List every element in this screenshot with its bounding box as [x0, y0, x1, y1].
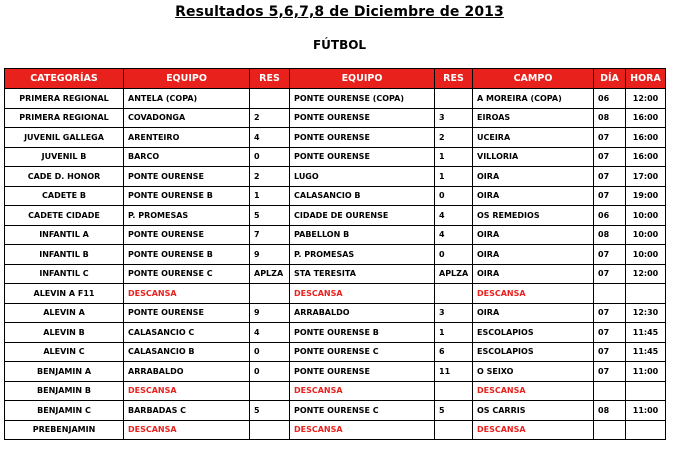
away-result-cell: 4 — [435, 225, 473, 245]
day-cell: 08 — [594, 225, 626, 245]
day-cell: 07 — [594, 128, 626, 148]
home-result-cell: 5 — [250, 206, 290, 226]
field-cell: DESCANSA — [473, 420, 594, 440]
time-cell: 11:00 — [626, 401, 666, 421]
home-team-cell: ANTELA (COPA) — [124, 89, 250, 109]
field-cell: OIRA — [473, 225, 594, 245]
home-team-cell: COVADONGA — [124, 108, 250, 128]
time-cell: 12:30 — [626, 303, 666, 323]
home-result-cell: 7 — [250, 225, 290, 245]
day-cell: 08 — [594, 108, 626, 128]
home-result-cell — [250, 284, 290, 304]
away-team-cell: PONTE OURENSE (COPA) — [290, 89, 435, 109]
away-team-cell: PONTE OURENSE — [290, 108, 435, 128]
home-team-cell: P. PROMESAS — [124, 206, 250, 226]
field-cell: DESCANSA — [473, 381, 594, 401]
day-cell: 08 — [594, 401, 626, 421]
category-cell: ALEVIN A — [5, 303, 124, 323]
category-cell: INFANTIL C — [5, 264, 124, 284]
time-cell: 10:00 — [626, 206, 666, 226]
away-result-cell — [435, 381, 473, 401]
away-team-cell: PONTE OURENSE — [290, 147, 435, 167]
category-cell: CADETE CIDADE — [5, 206, 124, 226]
table-row — [5, 303, 666, 323]
field-cell: OIRA — [473, 264, 594, 284]
field-cell: OS REMEDIOS — [473, 206, 594, 226]
away-result-cell — [435, 284, 473, 304]
home-team-cell: CALASANCIO B — [124, 342, 250, 362]
category-cell: PREBENJAMIN — [5, 420, 124, 440]
category-cell: PRIMERA REGIONAL — [5, 89, 124, 109]
home-team-cell: PONTE OURENSE — [124, 225, 250, 245]
field-cell: ESCOLAPIOS — [473, 342, 594, 362]
field-cell: DESCANSA — [473, 284, 594, 304]
time-cell — [626, 381, 666, 401]
table-row — [5, 362, 666, 382]
time-cell: 12:00 — [626, 264, 666, 284]
home-team-cell: PONTE OURENSE B — [124, 245, 250, 265]
away-team-cell: PONTE OURENSE — [290, 362, 435, 382]
away-team-cell: CIDADE DE OURENSE — [290, 206, 435, 226]
table-row — [5, 323, 666, 343]
table-row — [5, 206, 666, 226]
field-cell: ESCOLAPIOS — [473, 323, 594, 343]
field-cell: OS CARRIS — [473, 401, 594, 421]
field-cell: OIRA — [473, 167, 594, 187]
table-row — [5, 147, 666, 167]
time-cell: 16:00 — [626, 147, 666, 167]
home-team-cell: ARENTEIRO — [124, 128, 250, 148]
home-team-cell: PONTE OURENSE — [124, 167, 250, 187]
category-cell: BENJAMIN C — [5, 401, 124, 421]
results-table — [4, 68, 666, 440]
category-cell: CADE D. HONOR — [5, 167, 124, 187]
day-cell: 06 — [594, 89, 626, 109]
category-cell: PRIMERA REGIONAL — [5, 108, 124, 128]
day-cell: 07 — [594, 264, 626, 284]
header-hora: HORA — [626, 69, 666, 89]
away-result-cell: 3 — [435, 108, 473, 128]
home-result-cell — [250, 420, 290, 440]
home-result-cell: 5 — [250, 401, 290, 421]
day-cell — [594, 420, 626, 440]
away-team-cell: DESCANSA — [290, 420, 435, 440]
page-title: Resultados 5,6,7,8 de Diciembre de 2013 — [175, 4, 504, 20]
table-header-row — [5, 69, 666, 89]
day-cell: 07 — [594, 362, 626, 382]
header-categorias: CATEGORÍAS — [5, 69, 124, 89]
away-team-cell: CALASANCIO B — [290, 186, 435, 206]
home-result-cell: 0 — [250, 147, 290, 167]
home-result-cell: 0 — [250, 342, 290, 362]
table-row — [5, 108, 666, 128]
field-cell: VILLORIA — [473, 147, 594, 167]
table-row — [5, 225, 666, 245]
away-result-cell: 11 — [435, 362, 473, 382]
table-row — [5, 342, 666, 362]
day-cell: 07 — [594, 147, 626, 167]
home-team-cell: BARCO — [124, 147, 250, 167]
away-result-cell: 4 — [435, 206, 473, 226]
time-cell: 11:45 — [626, 342, 666, 362]
day-cell: 07 — [594, 245, 626, 265]
day-cell — [594, 381, 626, 401]
category-cell: BENJAMIN A — [5, 362, 124, 382]
category-cell: ALEVIN C — [5, 342, 124, 362]
category-cell: INFANTIL A — [5, 225, 124, 245]
table-row — [5, 284, 666, 304]
home-team-cell: PONTE OURENSE C — [124, 264, 250, 284]
header-dia: DÍA — [594, 69, 626, 89]
home-result-cell: 9 — [250, 303, 290, 323]
away-result-cell: 1 — [435, 323, 473, 343]
header-equipo-away: EQUIPO — [290, 69, 435, 89]
away-team-cell: PONTE OURENSE — [290, 128, 435, 148]
day-cell: 07 — [594, 167, 626, 187]
away-team-cell: PONTE OURENSE C — [290, 342, 435, 362]
away-team-cell: DESCANSA — [290, 381, 435, 401]
table-row — [5, 89, 666, 109]
away-result-cell: APLZA — [435, 264, 473, 284]
away-team-cell: PONTE OURENSE B — [290, 323, 435, 343]
away-result-cell: 1 — [435, 147, 473, 167]
time-cell: 11:45 — [626, 323, 666, 343]
page-subtitle: FÚTBOL — [312, 38, 367, 52]
table-body — [5, 89, 666, 440]
header-campo: CAMPO — [473, 69, 594, 89]
time-cell: 10:00 — [626, 225, 666, 245]
home-team-cell: ARRABALDO — [124, 362, 250, 382]
away-result-cell: 3 — [435, 303, 473, 323]
away-result-cell: 1 — [435, 167, 473, 187]
home-result-cell: 0 — [250, 362, 290, 382]
home-result-cell: 4 — [250, 128, 290, 148]
table-row — [5, 186, 666, 206]
time-cell: 17:00 — [626, 167, 666, 187]
day-cell: 07 — [594, 186, 626, 206]
field-cell: UCEIRA — [473, 128, 594, 148]
field-cell: OIRA — [473, 245, 594, 265]
table-row — [5, 128, 666, 148]
table-row — [5, 264, 666, 284]
home-result-cell — [250, 381, 290, 401]
category-cell: JUVENIL GALLEGA — [5, 128, 124, 148]
home-result-cell: APLZA — [250, 264, 290, 284]
away-result-cell — [435, 89, 473, 109]
category-cell: JUVENIL B — [5, 147, 124, 167]
day-cell: 07 — [594, 303, 626, 323]
away-team-cell: PABELLON B — [290, 225, 435, 245]
table-row — [5, 167, 666, 187]
away-result-cell: 5 — [435, 401, 473, 421]
away-team-cell: DESCANSA — [290, 284, 435, 304]
home-team-cell: DESCANSA — [124, 420, 250, 440]
field-cell: A MOREIRA (COPA) — [473, 89, 594, 109]
table-row — [5, 245, 666, 265]
table-row — [5, 401, 666, 421]
home-team-cell: PONTE OURENSE — [124, 303, 250, 323]
table-row — [5, 381, 666, 401]
time-cell: 12:00 — [626, 89, 666, 109]
away-result-cell: 0 — [435, 186, 473, 206]
day-cell: 06 — [594, 206, 626, 226]
away-team-cell: STA TERESITA — [290, 264, 435, 284]
field-cell: OIRA — [473, 303, 594, 323]
time-cell — [626, 284, 666, 304]
away-team-cell: PONTE OURENSE C — [290, 401, 435, 421]
header-equipo-home: EQUIPO — [124, 69, 250, 89]
away-team-cell: P. PROMESAS — [290, 245, 435, 265]
away-team-cell: ARRABALDO — [290, 303, 435, 323]
home-result-cell: 2 — [250, 108, 290, 128]
away-result-cell: 6 — [435, 342, 473, 362]
time-cell: 11:00 — [626, 362, 666, 382]
home-team-cell: DESCANSA — [124, 381, 250, 401]
category-cell: BENJAMIN B — [5, 381, 124, 401]
away-result-cell — [435, 420, 473, 440]
away-team-cell: LUGO — [290, 167, 435, 187]
time-cell: 10:00 — [626, 245, 666, 265]
time-cell: 16:00 — [626, 108, 666, 128]
home-result-cell — [250, 89, 290, 109]
field-cell: OIRA — [473, 186, 594, 206]
away-result-cell: 2 — [435, 128, 473, 148]
category-cell: CADETE B — [5, 186, 124, 206]
away-result-cell: 0 — [435, 245, 473, 265]
day-cell — [594, 284, 626, 304]
day-cell: 07 — [594, 323, 626, 343]
home-result-cell: 9 — [250, 245, 290, 265]
table-row — [5, 420, 666, 440]
home-result-cell: 2 — [250, 167, 290, 187]
category-cell: INFANTIL B — [5, 245, 124, 265]
header-res-away: RES — [435, 69, 473, 89]
header-res-home: RES — [250, 69, 290, 89]
home-result-cell: 4 — [250, 323, 290, 343]
home-team-cell: CALASANCIO C — [124, 323, 250, 343]
day-cell: 07 — [594, 342, 626, 362]
field-cell: EIROAS — [473, 108, 594, 128]
home-team-cell: DESCANSA — [124, 284, 250, 304]
time-cell — [626, 420, 666, 440]
category-cell: ALEVIN A F11 — [5, 284, 124, 304]
home-result-cell: 1 — [250, 186, 290, 206]
home-team-cell: PONTE OURENSE B — [124, 186, 250, 206]
field-cell: O SEIXO — [473, 362, 594, 382]
time-cell: 16:00 — [626, 128, 666, 148]
category-cell: ALEVIN B — [5, 323, 124, 343]
home-team-cell: BARBADAS C — [124, 401, 250, 421]
time-cell: 19:00 — [626, 186, 666, 206]
